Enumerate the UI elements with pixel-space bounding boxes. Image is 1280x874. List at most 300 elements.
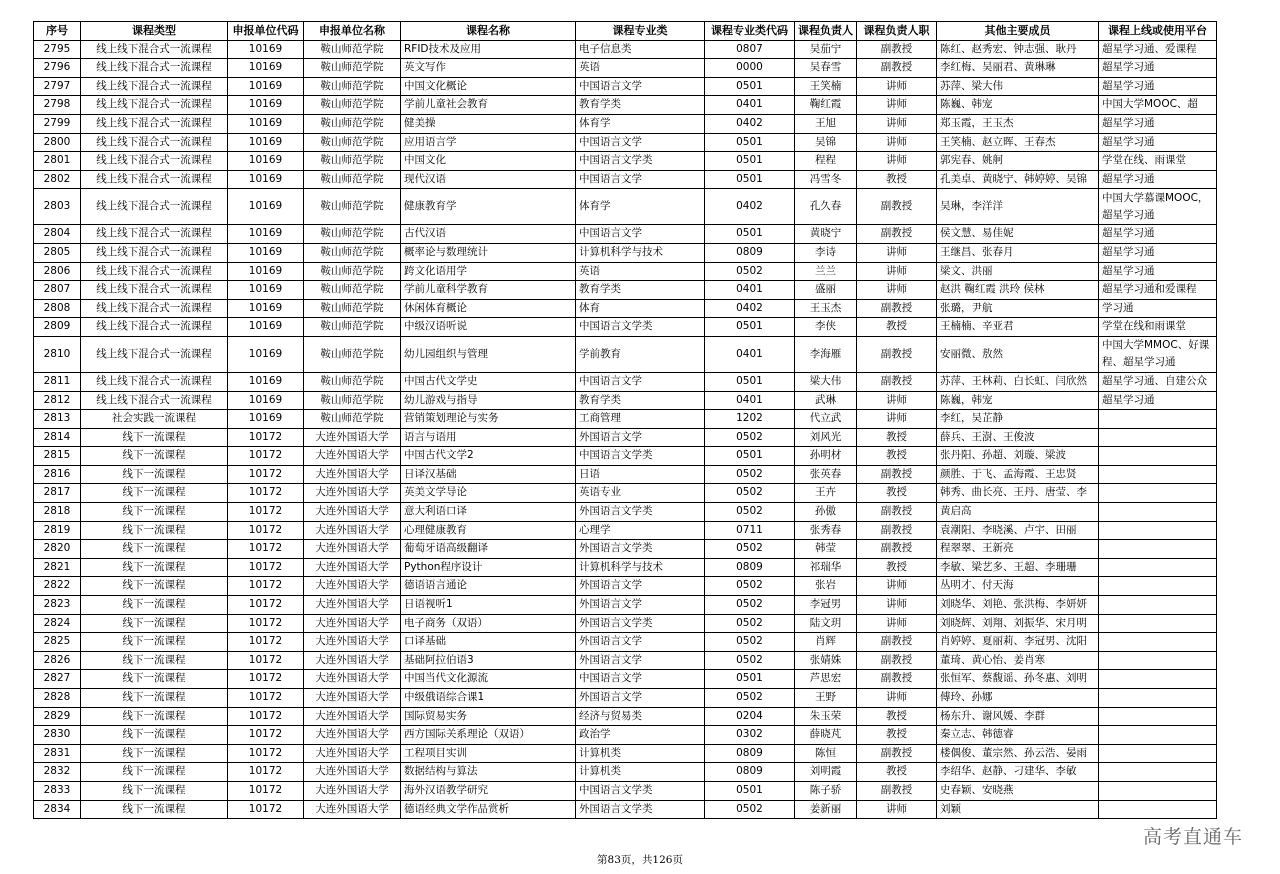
members-cell: 李敏、梁艺多、王超、李珊珊 — [937, 558, 1099, 577]
course-name-cell: 电子商务（双语） — [401, 614, 576, 633]
major-code-cell: 0501 — [705, 170, 795, 189]
platform-cell — [1099, 447, 1217, 466]
table-row — [34, 763, 1217, 782]
unit-name-cell: 大连外国语大学 — [304, 521, 401, 540]
course-type-cell: 线上线下混合式一流课程 — [81, 170, 228, 189]
leader-cell: 朱玉荣 — [795, 707, 857, 726]
major-code-cell: 0809 — [705, 558, 795, 577]
leader-cell: 兰兰 — [795, 262, 857, 281]
seq-cell: 2798 — [34, 96, 81, 115]
table-row — [34, 726, 1217, 745]
members-cell: 傅玲、孙娜 — [937, 689, 1099, 708]
table-row — [34, 243, 1217, 262]
unit-code-cell: 10172 — [228, 447, 304, 466]
members-cell: 王继昌、张春月 — [937, 243, 1099, 262]
course-name-cell: 中国当代文化源流 — [401, 670, 576, 689]
table-header — [34, 22, 1217, 41]
unit-code-cell: 10172 — [228, 781, 304, 800]
unit-name-cell: 大连外国语大学 — [304, 503, 401, 522]
seq-cell: 2816 — [34, 465, 81, 484]
major-code-cell: 0807 — [705, 40, 795, 59]
unit-code-cell: 10169 — [228, 391, 304, 410]
table-row — [34, 391, 1217, 410]
leader-cell: 王笑楠 — [795, 77, 857, 96]
members-cell: 李绍华、赵静、刁建华、李敏 — [937, 763, 1099, 782]
table-row — [34, 336, 1217, 372]
table-row — [34, 225, 1217, 244]
leader-title-cell: 讲师 — [857, 96, 937, 115]
unit-code-cell: 10169 — [228, 170, 304, 189]
course-type-cell: 线上线下混合式一流课程 — [81, 96, 228, 115]
seq-cell: 2805 — [34, 243, 81, 262]
major-code-cell: 0302 — [705, 726, 795, 745]
table-row — [34, 133, 1217, 152]
major-class-cell: 外国语言文学 — [576, 651, 705, 670]
course-type-cell: 线下一流课程 — [81, 521, 228, 540]
unit-code-cell: 10169 — [228, 114, 304, 133]
platform-cell: 超星学习通 — [1099, 243, 1217, 262]
course-type-cell: 线上线下混合式一流课程 — [81, 299, 228, 318]
course-type-cell: 线下一流课程 — [81, 800, 228, 819]
table-row — [34, 189, 1217, 225]
seq-cell: 2809 — [34, 318, 81, 337]
course-name-cell: 海外汉语教学研究 — [401, 781, 576, 800]
unit-code-cell: 10169 — [228, 299, 304, 318]
unit-name-cell: 鞍山师范学院 — [304, 133, 401, 152]
course-name-cell: 营销策划理论与实务 — [401, 410, 576, 429]
seq-cell: 2795 — [34, 40, 81, 59]
leader-cell: 吴锦 — [795, 133, 857, 152]
table-row — [34, 281, 1217, 300]
leader-cell: 程程 — [795, 152, 857, 171]
major-class-cell: 中国语言文学 — [576, 225, 705, 244]
major-code-cell: 0502 — [705, 540, 795, 559]
unit-code-cell: 10172 — [228, 726, 304, 745]
major-class-cell: 外国语言文学 — [576, 633, 705, 652]
major-code-cell: 0402 — [705, 114, 795, 133]
leader-title-cell: 教授 — [857, 707, 937, 726]
watermark: 高考直通车 — [1143, 826, 1244, 848]
leader-title-cell: 副教授 — [857, 744, 937, 763]
unit-code-cell: 10172 — [228, 689, 304, 708]
course-type-cell: 线上线下混合式一流课程 — [81, 391, 228, 410]
course-type-cell: 线上线下混合式一流课程 — [81, 318, 228, 337]
leader-cell: 陈恒 — [795, 744, 857, 763]
major-code-cell: 0401 — [705, 336, 795, 372]
seq-cell: 2814 — [34, 428, 81, 447]
platform-cell: 超星学习通 — [1099, 114, 1217, 133]
major-code-cell: 0501 — [705, 447, 795, 466]
major-class-cell: 工商管理 — [576, 410, 705, 429]
major-class-cell: 电子信息类 — [576, 40, 705, 59]
course-type-cell: 线下一流课程 — [81, 744, 228, 763]
unit-name-cell: 鞍山师范学院 — [304, 152, 401, 171]
major-code-cell: 0502 — [705, 596, 795, 615]
members-cell: 刘晓华、刘艳、张洪梅、李妍妍 — [937, 596, 1099, 615]
major-code-cell: 0502 — [705, 428, 795, 447]
course-type-cell: 线上线下混合式一流课程 — [81, 372, 228, 391]
unit-name-cell: 大连外国语大学 — [304, 744, 401, 763]
major-code-cell: 1202 — [705, 410, 795, 429]
members-cell: 程翠翠、王新亮 — [937, 540, 1099, 559]
unit-name-cell: 鞍山师范学院 — [304, 318, 401, 337]
unit-code-cell: 10172 — [228, 465, 304, 484]
leader-title-cell: 副教授 — [857, 633, 937, 652]
leader-cell: 张秀春 — [795, 521, 857, 540]
major-code-cell: 0502 — [705, 484, 795, 503]
table-row — [34, 447, 1217, 466]
platform-cell: 中国大学MOOC、超 — [1099, 96, 1217, 115]
table-body — [34, 40, 1217, 819]
platform-cell: 超星学习通、自建公众 — [1099, 372, 1217, 391]
seq-cell: 2828 — [34, 689, 81, 708]
table-row — [34, 689, 1217, 708]
leader-title-cell: 教授 — [857, 558, 937, 577]
table-row — [34, 614, 1217, 633]
members-cell: 赵洪 鞠红霞 洪玲 侯林 — [937, 281, 1099, 300]
unit-code-cell: 10169 — [228, 133, 304, 152]
members-cell: 史春颖、安晓燕 — [937, 781, 1099, 800]
members-cell: 秦立志、韩德睿 — [937, 726, 1099, 745]
platform-cell — [1099, 744, 1217, 763]
unit-name-cell: 鞍山师范学院 — [304, 243, 401, 262]
major-code-cell: 0502 — [705, 465, 795, 484]
unit-name-cell: 鞍山师范学院 — [304, 410, 401, 429]
leader-title-cell: 教授 — [857, 170, 937, 189]
major-code-cell: 0502 — [705, 689, 795, 708]
seq-cell: 2803 — [34, 189, 81, 225]
table-row — [34, 651, 1217, 670]
table-row — [34, 299, 1217, 318]
seq-cell: 2801 — [34, 152, 81, 171]
table-row — [34, 744, 1217, 763]
seq-cell: 2830 — [34, 726, 81, 745]
major-code-cell: 0502 — [705, 651, 795, 670]
seq-cell: 2817 — [34, 484, 81, 503]
leader-cell: 李诗 — [795, 243, 857, 262]
unit-name-cell: 鞍山师范学院 — [304, 336, 401, 372]
seq-cell: 2825 — [34, 633, 81, 652]
seq-cell: 2827 — [34, 670, 81, 689]
leader-title-cell: 副教授 — [857, 465, 937, 484]
unit-name-cell: 鞍山师范学院 — [304, 189, 401, 225]
column-header: 课程名称 — [401, 22, 576, 41]
leader-title-cell: 讲师 — [857, 410, 937, 429]
major-class-cell: 外国语言文学 — [576, 428, 705, 447]
unit-name-cell: 鞍山师范学院 — [304, 225, 401, 244]
leader-title-cell: 讲师 — [857, 596, 937, 615]
unit-name-cell: 大连外国语大学 — [304, 763, 401, 782]
unit-name-cell: 鞍山师范学院 — [304, 262, 401, 281]
leader-cell: 武琳 — [795, 391, 857, 410]
unit-name-cell: 大连外国语大学 — [304, 670, 401, 689]
column-header: 课程上线或使用平台 — [1099, 22, 1217, 41]
leader-title-cell: 副教授 — [857, 781, 937, 800]
leader-cell: 冯雪冬 — [795, 170, 857, 189]
major-class-cell: 计算机类 — [576, 763, 705, 782]
table-row — [34, 521, 1217, 540]
major-class-cell: 外国语言文学类 — [576, 540, 705, 559]
major-class-cell: 中国语言文学类 — [576, 781, 705, 800]
leader-title-cell: 讲师 — [857, 391, 937, 410]
course-type-cell: 线上线下混合式一流课程 — [81, 281, 228, 300]
major-class-cell: 外国语言文学类 — [576, 800, 705, 819]
platform-cell — [1099, 558, 1217, 577]
platform-cell: 学习通 — [1099, 299, 1217, 318]
course-type-cell: 线上线下混合式一流课程 — [81, 133, 228, 152]
course-name-cell: 中级俄语综合课1 — [401, 689, 576, 708]
unit-code-cell: 10169 — [228, 225, 304, 244]
unit-name-cell: 鞍山师范学院 — [304, 77, 401, 96]
column-header: 序号 — [34, 22, 81, 41]
major-class-cell: 体育 — [576, 299, 705, 318]
leader-title-cell: 副教授 — [857, 225, 937, 244]
platform-cell — [1099, 763, 1217, 782]
major-class-cell: 外国语言文学类 — [576, 614, 705, 633]
leader-cell: 王旭 — [795, 114, 857, 133]
leader-title-cell: 讲师 — [857, 114, 937, 133]
leader-title-cell: 教授 — [857, 484, 937, 503]
leader-cell: 鞠红霞 — [795, 96, 857, 115]
unit-name-cell: 大连外国语大学 — [304, 633, 401, 652]
unit-code-cell: 10172 — [228, 503, 304, 522]
seq-cell: 2811 — [34, 372, 81, 391]
course-name-cell: 应用语言学 — [401, 133, 576, 152]
leader-cell: 黄晓宁 — [795, 225, 857, 244]
platform-cell: 中国大学MMOC、好课程、超星学习通 — [1099, 336, 1217, 372]
major-class-cell: 中国语言文学 — [576, 372, 705, 391]
major-code-cell: 0501 — [705, 133, 795, 152]
unit-code-cell: 10169 — [228, 243, 304, 262]
course-type-cell: 线下一流课程 — [81, 558, 228, 577]
major-code-cell: 0809 — [705, 763, 795, 782]
table-row — [34, 558, 1217, 577]
unit-code-cell: 10169 — [228, 262, 304, 281]
platform-cell — [1099, 465, 1217, 484]
unit-name-cell: 鞍山师范学院 — [304, 59, 401, 78]
leader-title-cell: 教授 — [857, 726, 937, 745]
unit-code-cell: 10169 — [228, 77, 304, 96]
table-row — [34, 372, 1217, 391]
leader-cell: 韩莹 — [795, 540, 857, 559]
course-type-cell: 线下一流课程 — [81, 447, 228, 466]
course-type-cell: 线下一流课程 — [81, 503, 228, 522]
major-class-cell: 英语 — [576, 59, 705, 78]
platform-cell: 超星学习通和爱课程 — [1099, 281, 1217, 300]
table-row — [34, 410, 1217, 429]
major-class-cell: 中国语言文学 — [576, 77, 705, 96]
members-cell: 韩秀、曲长亮、王丹、唐莹、李 — [937, 484, 1099, 503]
table-row — [34, 96, 1217, 115]
course-type-cell: 线上线下混合式一流课程 — [81, 59, 228, 78]
platform-cell — [1099, 614, 1217, 633]
unit-code-cell: 10169 — [228, 336, 304, 372]
platform-cell: 中国大学慕课MOOC，超星学习通 — [1099, 189, 1217, 225]
major-class-cell: 计算机科学与技术 — [576, 243, 705, 262]
major-code-cell: 0502 — [705, 577, 795, 596]
major-class-cell: 英语 — [576, 262, 705, 281]
table-row — [34, 577, 1217, 596]
members-cell: 王笑楠、赵立晖、王春杰 — [937, 133, 1099, 152]
major-class-cell: 英语专业 — [576, 484, 705, 503]
leader-cell: 代立武 — [795, 410, 857, 429]
table-row — [34, 503, 1217, 522]
seq-cell: 2834 — [34, 800, 81, 819]
major-code-cell: 0502 — [705, 614, 795, 633]
page-footer: 第83页，共126页 — [597, 854, 683, 866]
members-cell: 颜胜、于飞、孟海霞、王忠贤 — [937, 465, 1099, 484]
course-name-cell: Python程序设计 — [401, 558, 576, 577]
course-type-cell: 线下一流课程 — [81, 707, 228, 726]
major-class-cell: 中国语言文学 — [576, 670, 705, 689]
unit-name-cell: 大连外国语大学 — [304, 577, 401, 596]
major-class-cell: 体育学 — [576, 189, 705, 225]
leader-title-cell: 副教授 — [857, 503, 937, 522]
leader-cell: 祁瑞华 — [795, 558, 857, 577]
major-class-cell: 计算机科学与技术 — [576, 558, 705, 577]
platform-cell — [1099, 689, 1217, 708]
table-row — [34, 596, 1217, 615]
platform-cell — [1099, 577, 1217, 596]
leader-cell: 王卉 — [795, 484, 857, 503]
platform-cell — [1099, 410, 1217, 429]
platform-cell — [1099, 484, 1217, 503]
members-cell: 张璐，尹航 — [937, 299, 1099, 318]
column-header: 其他主要成员 — [937, 22, 1099, 41]
leader-cell: 李侠 — [795, 318, 857, 337]
leader-cell: 盛丽 — [795, 281, 857, 300]
leader-title-cell: 副教授 — [857, 336, 937, 372]
course-type-cell: 线下一流课程 — [81, 651, 228, 670]
course-type-cell: 线下一流课程 — [81, 596, 228, 615]
unit-name-cell: 鞍山师范学院 — [304, 170, 401, 189]
platform-cell: 学堂在线、雨课堂 — [1099, 152, 1217, 171]
unit-name-cell: 大连外国语大学 — [304, 707, 401, 726]
leader-cell: 陆文玥 — [795, 614, 857, 633]
leader-cell: 王玉杰 — [795, 299, 857, 318]
seq-cell: 2806 — [34, 262, 81, 281]
course-type-cell: 线下一流课程 — [81, 633, 228, 652]
leader-title-cell: 讲师 — [857, 77, 937, 96]
seq-cell: 2819 — [34, 521, 81, 540]
unit-code-cell: 10172 — [228, 670, 304, 689]
course-name-cell: 幼儿园组织与管理 — [401, 336, 576, 372]
column-header: 课程负责人职 — [857, 22, 937, 41]
leader-title-cell: 副教授 — [857, 670, 937, 689]
members-cell: 刘颖 — [937, 800, 1099, 819]
unit-code-cell: 10172 — [228, 521, 304, 540]
seq-cell: 2807 — [34, 281, 81, 300]
seq-cell: 2815 — [34, 447, 81, 466]
members-cell: 杨东升、谢风媛、李群 — [937, 707, 1099, 726]
platform-cell — [1099, 670, 1217, 689]
leader-cell: 梁大伟 — [795, 372, 857, 391]
table-row — [34, 465, 1217, 484]
table-row — [34, 77, 1217, 96]
course-name-cell: 口译基础 — [401, 633, 576, 652]
leader-title-cell: 副教授 — [857, 40, 937, 59]
course-name-cell: 意大利语口译 — [401, 503, 576, 522]
unit-name-cell: 鞍山师范学院 — [304, 372, 401, 391]
major-code-cell: 0501 — [705, 77, 795, 96]
course-name-cell: 西方国际关系理论（双语） — [401, 726, 576, 745]
column-header: 申报单位代码 — [228, 22, 304, 41]
major-class-cell: 经济与贸易类 — [576, 707, 705, 726]
leader-title-cell: 讲师 — [857, 133, 937, 152]
column-header: 课程负责人 — [795, 22, 857, 41]
course-type-cell: 线下一流课程 — [81, 540, 228, 559]
leader-title-cell: 讲师 — [857, 281, 937, 300]
course-type-cell: 线下一流课程 — [81, 670, 228, 689]
platform-cell — [1099, 596, 1217, 615]
table-row — [34, 318, 1217, 337]
course-name-cell: 数据结构与算法 — [401, 763, 576, 782]
column-header: 课程类型 — [81, 22, 228, 41]
major-class-cell: 外国语言文学 — [576, 596, 705, 615]
course-name-cell: 葡萄牙语高级翻译 — [401, 540, 576, 559]
table-row — [34, 670, 1217, 689]
unit-name-cell: 大连外国语大学 — [304, 428, 401, 447]
platform-cell — [1099, 540, 1217, 559]
course-type-cell: 线上线下混合式一流课程 — [81, 262, 228, 281]
leader-title-cell: 教授 — [857, 763, 937, 782]
major-code-cell: 0809 — [705, 243, 795, 262]
major-code-cell: 0204 — [705, 707, 795, 726]
leader-cell: 吴茄宁 — [795, 40, 857, 59]
table-row — [34, 152, 1217, 171]
leader-title-cell: 教授 — [857, 447, 937, 466]
unit-code-cell: 10169 — [228, 189, 304, 225]
seq-cell: 2813 — [34, 410, 81, 429]
unit-name-cell: 鞍山师范学院 — [304, 391, 401, 410]
unit-code-cell: 10169 — [228, 318, 304, 337]
leader-cell: 刘风光 — [795, 428, 857, 447]
leader-title-cell: 讲师 — [857, 800, 937, 819]
seq-cell: 2822 — [34, 577, 81, 596]
major-class-cell: 教育学类 — [576, 281, 705, 300]
column-header: 课程专业类代码 — [705, 22, 795, 41]
unit-name-cell: 大连外国语大学 — [304, 800, 401, 819]
unit-code-cell: 10169 — [228, 281, 304, 300]
course-type-cell: 线上线下混合式一流课程 — [81, 225, 228, 244]
major-class-cell: 中国语言文学类 — [576, 318, 705, 337]
course-name-cell: 学前儿童社会教育 — [401, 96, 576, 115]
major-code-cell: 0502 — [705, 633, 795, 652]
leader-cell: 王野 — [795, 689, 857, 708]
course-name-cell: 休闲体育概论 — [401, 299, 576, 318]
members-cell: 郑玉霞，王玉杰 — [937, 114, 1099, 133]
platform-cell: 超星学习通、爱课程 — [1099, 40, 1217, 59]
major-code-cell: 0402 — [705, 299, 795, 318]
seq-cell: 2833 — [34, 781, 81, 800]
members-cell: 董琦、黄心怡、姜肖寒 — [937, 651, 1099, 670]
major-code-cell: 0401 — [705, 281, 795, 300]
unit-code-cell: 10169 — [228, 40, 304, 59]
table-row — [34, 707, 1217, 726]
platform-cell: 超星学习通 — [1099, 59, 1217, 78]
major-class-cell: 中国语言文学 — [576, 133, 705, 152]
platform-cell: 超星学习通 — [1099, 133, 1217, 152]
seq-cell: 2808 — [34, 299, 81, 318]
seq-cell: 2820 — [34, 540, 81, 559]
major-class-cell: 日语 — [576, 465, 705, 484]
unit-name-cell: 鞍山师范学院 — [304, 96, 401, 115]
leader-title-cell: 副教授 — [857, 372, 937, 391]
unit-code-cell: 10172 — [228, 707, 304, 726]
unit-code-cell: 10172 — [228, 651, 304, 670]
major-class-cell: 计算机类 — [576, 744, 705, 763]
course-name-cell: 国际贸易实务 — [401, 707, 576, 726]
